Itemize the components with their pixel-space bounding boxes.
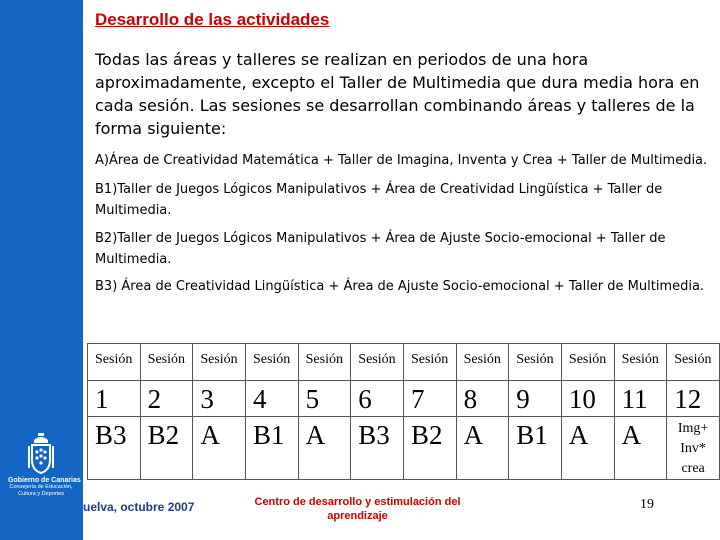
session-group: A (456, 417, 509, 480)
activity-line-b2: B2)Taller de Juegos Lógicos Manipulativos + Área de Ajuste Socio-emocional + Taller de Multimedia. (95, 231, 666, 267)
session-header: Sesión (88, 344, 141, 381)
session-group: A (614, 417, 667, 480)
session-number: 4 (245, 381, 298, 417)
session-group: B3 (351, 417, 404, 480)
session-group: B3 (88, 417, 141, 480)
session-number: 12 (667, 381, 720, 417)
session-group: A (193, 417, 246, 480)
session-group: A (561, 417, 614, 480)
session-number: 3 (193, 381, 246, 417)
session-header: Sesión (298, 344, 351, 381)
session-number: 9 (509, 381, 562, 417)
session-number: 10 (561, 381, 614, 417)
logo-dept: Consejería de Educación, Cultura y Deportes (9, 484, 73, 497)
session-group: B1 (509, 417, 562, 480)
session-number: 8 (456, 381, 509, 417)
activity-line-b3: B3) Área de Creatividad Lingüística + Área de Ajuste Socio-emocional + Taller de Multimedia. (95, 279, 705, 294)
session-number: 11 (614, 381, 667, 417)
activity-line-b1: B1)Taller de Juegos Lógicos Manipulativos + Área de Creatividad Lingüística + Taller de Multimedia. (95, 182, 663, 218)
logo-name: Gobierno de Canarias (8, 477, 81, 484)
session-header: Sesión (614, 344, 667, 381)
logo (8, 432, 81, 498)
session-header: Sesión (351, 344, 404, 381)
coat-of-arms-icon (26, 432, 56, 476)
session-number: 6 (351, 381, 404, 417)
session-number: 1 (88, 381, 141, 417)
session-number: 7 (403, 381, 456, 417)
page-number: 19 (640, 497, 654, 512)
footer-date: uelva, octubre 2007 (83, 500, 195, 514)
session-header: Sesión (245, 344, 298, 381)
page-title: Desarrollo de las actividades (95, 10, 330, 29)
sidebar (0, 0, 83, 540)
session-header: Sesión (509, 344, 562, 381)
sessions-number-row (88, 381, 720, 417)
session-number: 5 (298, 381, 351, 417)
session-header: Sesión (403, 344, 456, 381)
sessions-group-row (88, 417, 720, 480)
intro-paragraph: Todas las áreas y talleres se realizan en periodos de una hora aproximadamente, excepto el Taller de Multimedia que dura media hora en cada sesión. Las sesiones se desarrollan combinando áreas y talleres de la forma siguiente: (95, 50, 700, 138)
session-header: Sesión (140, 344, 193, 381)
session-number: 2 (140, 381, 193, 417)
session-header: Sesión (667, 344, 720, 381)
session-group: B1 (245, 417, 298, 480)
session-group: B2 (140, 417, 193, 480)
sessions-table (87, 343, 720, 480)
session-group: B2 (403, 417, 456, 480)
session-group: A (298, 417, 351, 480)
session-group: Img+ Inv* crea (667, 417, 720, 480)
footer-center-title: Centro de desarrollo y estimulación del aprendizaje (254, 496, 461, 522)
sessions-header-row (88, 344, 720, 381)
session-header: Sesión (193, 344, 246, 381)
activity-line-a: A)Área de Creatividad Matemática + Taller de Imagina, Inventa y Crea + Taller de Multimedia. (95, 153, 708, 168)
session-header: Sesión (456, 344, 509, 381)
session-header: Sesión (561, 344, 614, 381)
